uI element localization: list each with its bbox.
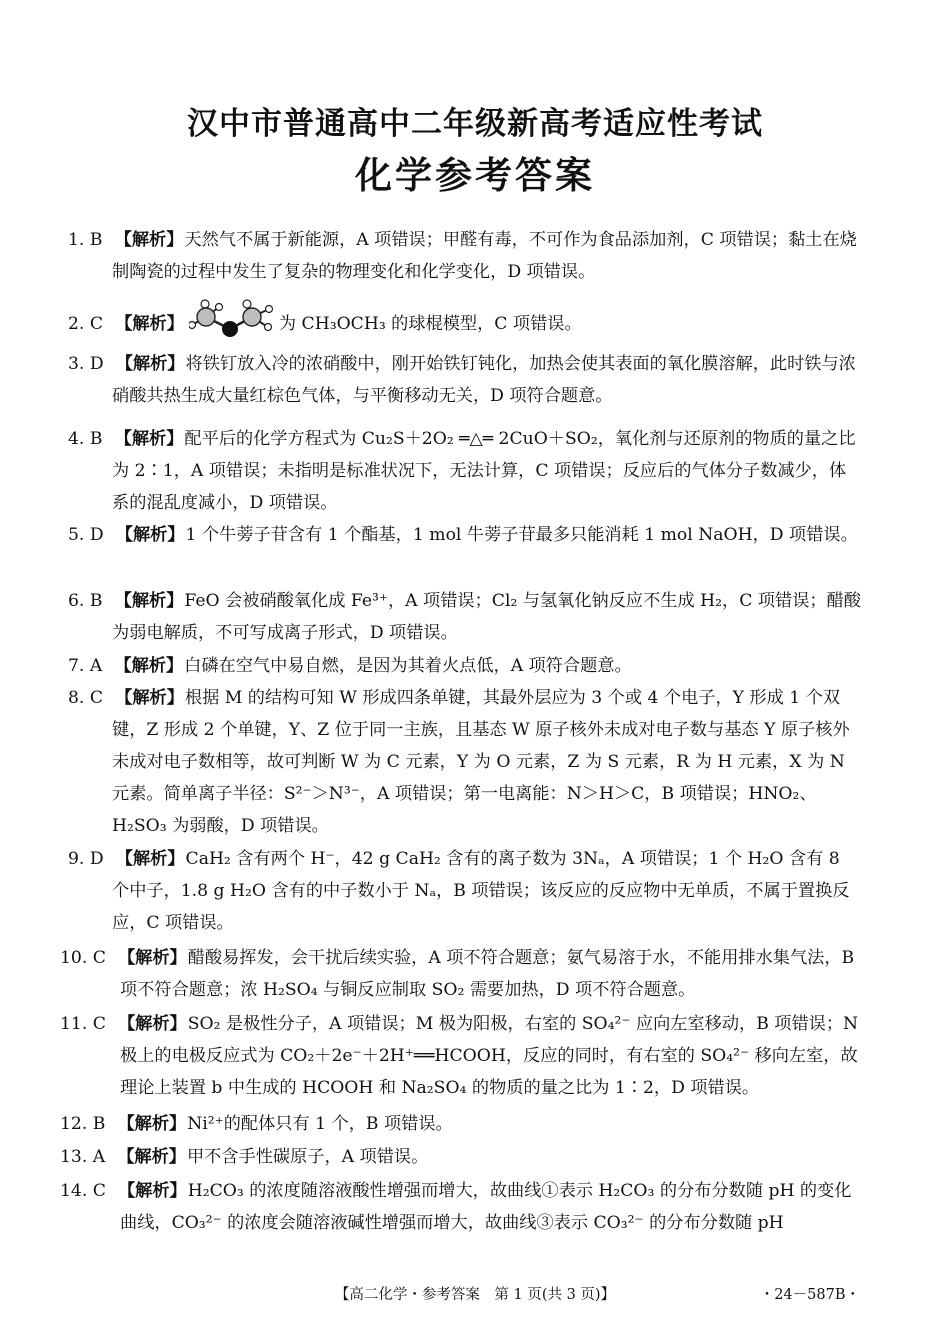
- item-number: 8. C: [68, 688, 104, 708]
- analysis-tag: 【解析】: [115, 849, 185, 869]
- item-number: 2. C: [68, 314, 104, 334]
- answer-item-12: [60, 1108, 862, 1140]
- analysis-tag: 【解析】: [117, 1147, 186, 1167]
- item-number: 6. B: [68, 591, 103, 611]
- item-number: 5. D: [68, 525, 104, 545]
- item-text: 为 CH₃OCH₃ 的球棍模型，C 项错误。: [278, 314, 582, 334]
- item-number: 14. C: [60, 1181, 106, 1201]
- item-text: FeO 会被硝酸氧化成 Fe³⁺，A 项错误；Cl₂ 与氢氧化钠反应不生成 H₂，C 项错误；醋酸为弱电解质，不可写成离子形式，D 项错误。: [112, 591, 861, 643]
- item-number: 7. A: [68, 656, 103, 676]
- answer-item-9: [68, 843, 862, 939]
- item-text: 配平后的化学方程式为 Cu₂S＋2O₂ ═△═ 2CuO＋SO₂，氧化剂与还原剂的物质的量之比为 2∶1，A 项错误；未指明是标准状况下，无法计算，C 项错误；反应后的气体分子数减少，体系的混乱度减小，D 项错误。: [112, 429, 856, 513]
- analysis-tag: 【解析】: [115, 314, 184, 334]
- analysis-tag: 【解析】: [114, 591, 184, 611]
- item-number: 11. C: [60, 1014, 106, 1034]
- item-text: 醋酸易挥发，会干扰后续实验，A 项不符合题意；氨气易溶于水，不能用排水集气法，B 项不符合题意；浓 H₂SO₄ 与铜反应制取 SO₂ 需要加热，D 项不符合题意。: [120, 948, 855, 1000]
- item-number: 1. B: [68, 230, 103, 250]
- analysis-tag: 【解析】: [117, 1114, 187, 1134]
- item-number: 4. B: [68, 429, 103, 449]
- analysis-tag: 【解析】: [117, 1014, 187, 1034]
- exam-title: 汉中市普通高中二年级新高考适应性考试: [187, 106, 763, 142]
- item-text: 1 个牛蒡子苷含有 1 个酯基，1 mol 牛蒡子苷最多只能消耗 1 mol NaOH，D 项错误。: [185, 525, 858, 545]
- footer-page-info: 【高二化学・参考答案 第 1 页(共 3 页)】: [334, 1287, 616, 1303]
- answer-item-2: [68, 299, 862, 350]
- item-text: Ni²⁺的配体只有 1 个，B 项错误。: [187, 1114, 453, 1134]
- item-text: 天然气不属于新能源，A 项错误；甲醛有毒，不可作为食品添加剂，C 项错误；黏土在烧制陶瓷的过程中发生了复杂的物理变化和化学变化，D 项错误。: [112, 230, 857, 282]
- answer-item-7: [68, 650, 862, 682]
- item-number: 9. D: [68, 849, 104, 869]
- answer-item-14: [60, 1175, 862, 1239]
- answer-item-1: [68, 224, 862, 288]
- analysis-tag: 【解析】: [114, 230, 184, 250]
- answer-item-10: [60, 942, 862, 1006]
- analysis-tag: 【解析】: [114, 429, 184, 449]
- analysis-tag: 【解析】: [117, 948, 187, 968]
- analysis-tag: 【解析】: [114, 656, 184, 676]
- answer-item-11: [60, 1008, 862, 1104]
- answer-item-13: [60, 1141, 862, 1173]
- item-text: 甲不含手性碳原子，A 项错误。: [186, 1147, 429, 1167]
- item-number: 12. B: [60, 1114, 106, 1134]
- item-text: 白磷在空气中易自燃，是因为其着火点低，A 项符合题意。: [184, 656, 632, 676]
- answer-title: 化学参考答案: [355, 154, 595, 197]
- analysis-tag: 【解析】: [115, 354, 185, 374]
- answer-item-3: [68, 348, 862, 412]
- item-text: SO₂ 是极性分子，A 项错误；M 极为阳极，右室的 SO₄²⁻ 应向左室移动，B 项错误；N 极上的电极反应式为 CO₂＋2e⁻＋2H⁺══HCOOH，反应的同时，有右室的 SO₄²⁻ 移向左室，故理论上装置 b 中生成的 HCOOH 和 Na₂SO₄ 的物质的量之比为 1∶2，D 项错误。: [120, 1014, 859, 1098]
- analysis-tag: 【解析】: [115, 525, 185, 545]
- analysis-tag: 【解析】: [115, 688, 184, 708]
- item-text: 根据 M 的结构可知 W 形成四条单键，其最外层应为 3 个或 4 个电子，Y 形成 1 个双键，Z 形成 2 个单键，Y、Z 位于同一主族，且基态 W 原子核外未成对电子数与基态 Y 原子核外未成对电子数相等，故可判断 W 为 C 元素，Y 为 O 元素，Z 为 S 元素，R 为 H 元素，X 为 N 元素。简单离子半径：S²⁻＞N³⁻，A 项错误；第一电离能：N＞H＞C，B 项错误；HNO₂、H₂SO₃ 为弱酸，D 项错误。: [112, 688, 850, 836]
- ball-and-stick-model-icon: [189, 299, 275, 350]
- answer-item-6: [68, 585, 862, 649]
- answer-item-8: [68, 682, 862, 842]
- answer-item-5: [68, 519, 862, 551]
- item-number: 13. A: [60, 1147, 106, 1167]
- item-text: H₂CO₃ 的浓度随溶液酸性增强而增大，故曲线①表示 H₂CO₃ 的分布分数随 pH 的变化曲线，CO₃²⁻ 的浓度会随溶液碱性增强而增大，故曲线③表示 CO₃²⁻ 的分布分数随 pH: [120, 1181, 852, 1233]
- item-number: 10. C: [60, 948, 106, 968]
- item-text: CaH₂ 含有两个 H⁻，42 g CaH₂ 含有的离子数为 3Nₐ，A 项错误；1 个 H₂O 含有 8 个中子，1.8 g H₂O 含有的中子数小于 Nₐ，B 项错误；该反应的反应物中无单质，不属于置换反应，C 项错误。: [112, 849, 850, 933]
- analysis-tag: 【解析】: [117, 1181, 187, 1201]
- item-number: 3. D: [68, 354, 104, 374]
- answer-item-4: [68, 423, 862, 519]
- item-text: 将铁钉放入冷的浓硝酸中，刚开始铁钉钝化，加热会使其表面的氧化膜溶解，此时铁与浓硝酸共热生成大量红棕色气体，与平衡移动无关，D 项符合题意。: [112, 354, 856, 406]
- footer-code: ・24－587B・: [759, 1287, 860, 1303]
